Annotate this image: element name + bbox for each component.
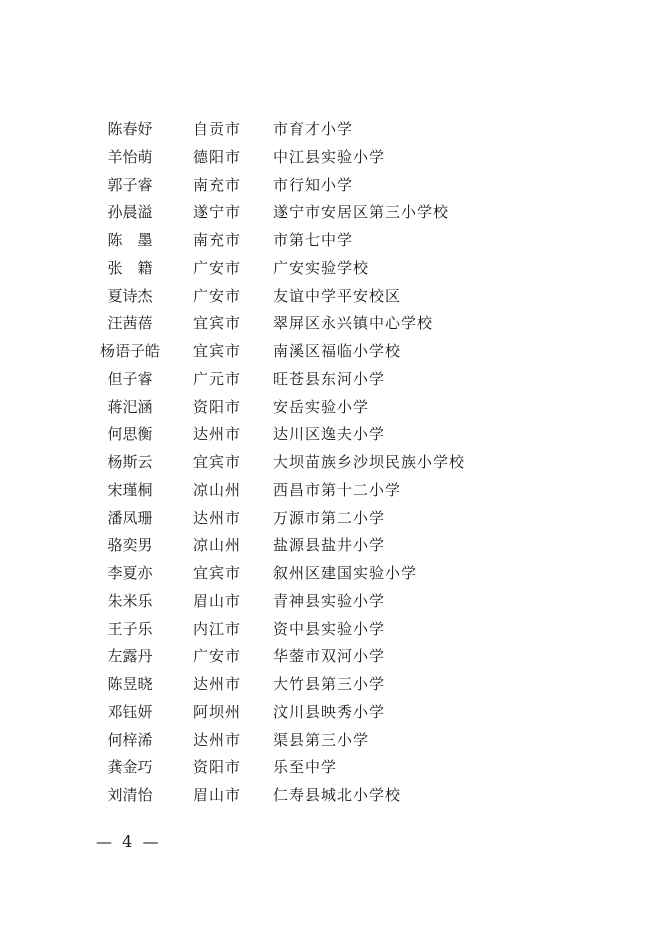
city-name: 宜宾市: [193, 342, 242, 360]
student-name: 夏诗杰: [107, 286, 153, 305]
city-name: 眉山市: [193, 786, 242, 804]
student-name: 朱米乐: [107, 591, 153, 610]
school-name: 南溪区福临小学校: [273, 342, 402, 360]
school-name: 大竹县第三小学: [273, 675, 386, 693]
school-name: 青神县实验小学: [273, 591, 386, 610]
city-name: 广元市: [193, 369, 242, 388]
student-name: 羊怡萌: [107, 147, 153, 166]
list-item: [0, 366, 660, 394]
list-item: [0, 643, 660, 671]
student-name: 张 籍: [107, 258, 153, 277]
school-name: 汶川县映秀小学: [273, 702, 386, 721]
city-name: 广安市: [193, 258, 242, 277]
city-name: 内江市: [193, 619, 242, 638]
list-item: [0, 616, 660, 644]
school-name: 万源市第二小学: [273, 508, 386, 527]
school-name: 叙州区建国实验小学: [273, 564, 418, 582]
list-item: [0, 394, 660, 422]
list-item: [0, 172, 660, 200]
student-name: 龚金巧: [107, 758, 153, 777]
list-item: [0, 588, 660, 616]
list-item: [0, 255, 660, 283]
list-item: [0, 560, 660, 588]
list-item: [0, 116, 660, 144]
school-name: 大坝苗族乡沙坝民族小学校: [273, 453, 466, 471]
school-name: 达川区逸夫小学: [273, 425, 386, 444]
list-item: [0, 338, 660, 366]
school-name: 资中县实验小学: [273, 619, 386, 638]
page-number: — 4 —: [96, 832, 159, 851]
school-name: 乐至中学: [273, 758, 338, 777]
winner-list: [0, 116, 660, 810]
list-item: [0, 199, 660, 227]
student-name: 蒋汜涵: [107, 397, 153, 416]
student-name: 骆奕男: [107, 536, 153, 555]
school-name: 市行知小学: [273, 175, 354, 194]
school-name: 遂宁市安居区第三小学校: [273, 203, 450, 222]
city-name: 凉山州: [193, 480, 242, 499]
city-name: 达州市: [193, 425, 242, 444]
city-name: 达州市: [193, 508, 242, 527]
city-name: 南充市: [193, 231, 242, 249]
student-name: 何梓浠: [107, 730, 153, 749]
school-name: 渠县第三小学: [273, 730, 370, 749]
city-name: 阿坝州: [193, 702, 242, 721]
school-name: 仁寿县城北小学校: [273, 786, 402, 804]
student-name: 郭子睿: [107, 175, 153, 194]
city-name: 资阳市: [193, 758, 242, 777]
student-name: 陈 墨: [107, 231, 153, 249]
list-item: [0, 782, 660, 810]
school-name: 旺苍县东河小学: [273, 369, 386, 388]
school-name: 中江县实验小学: [273, 147, 386, 166]
city-name: 达州市: [193, 730, 242, 749]
city-name: 宜宾市: [193, 564, 242, 582]
city-name: 德阳市: [193, 147, 242, 166]
school-name: 市第七中学: [273, 231, 354, 249]
list-item: [0, 505, 660, 533]
list-item: [0, 421, 660, 449]
student-name: 王子乐: [107, 619, 153, 638]
student-name: 陈昱晓: [107, 675, 153, 693]
city-name: 眉山市: [193, 591, 242, 610]
school-name: 翠屏区永兴镇中心学校: [273, 314, 434, 333]
student-name: 杨斯云: [107, 453, 153, 471]
student-name: 左露丹: [107, 647, 153, 666]
list-item: [0, 144, 660, 172]
school-name: 华蓥市双河小学: [273, 647, 386, 666]
school-name: 安岳实验小学: [273, 397, 370, 416]
list-item: [0, 754, 660, 782]
city-name: 宜宾市: [193, 453, 242, 471]
student-name: 宋瑾桐: [107, 480, 153, 499]
student-name: 汪茜蓓: [107, 314, 153, 333]
list-item: [0, 532, 660, 560]
city-name: 南充市: [193, 175, 242, 194]
list-item: [0, 671, 660, 699]
city-name: 遂宁市: [193, 203, 242, 222]
city-name: 宜宾市: [193, 314, 242, 333]
student-name: 孙晨溢: [107, 203, 153, 222]
school-name: 西昌市第十二小学: [273, 480, 402, 499]
city-name: 自贡市: [193, 120, 242, 138]
student-name: 潘凤珊: [107, 508, 153, 527]
list-item: [0, 283, 660, 311]
student-name: 陈春妤: [107, 120, 153, 138]
list-item: [0, 699, 660, 727]
list-item: [0, 477, 660, 505]
student-name: 李夏亦: [107, 564, 153, 582]
student-name: 刘清怡: [107, 786, 153, 804]
city-name: 广安市: [193, 647, 242, 666]
school-name: 盐源县盐井小学: [273, 536, 386, 555]
student-name: 邓钰妍: [107, 702, 153, 721]
list-item: [0, 227, 660, 255]
school-name: 友谊中学平安校区: [273, 286, 402, 305]
city-name: 凉山州: [193, 536, 242, 555]
school-name: 广安实验学校: [273, 258, 370, 277]
student-name: 杨语子皓: [99, 342, 160, 360]
city-name: 资阳市: [193, 397, 242, 416]
list-item: [0, 449, 660, 477]
student-name: 但子睿: [107, 369, 153, 388]
city-name: 达州市: [193, 675, 242, 693]
student-name: 何思衡: [107, 425, 153, 444]
list-item: [0, 727, 660, 755]
city-name: 广安市: [193, 286, 242, 305]
school-name: 市育才小学: [273, 120, 354, 138]
list-item: [0, 310, 660, 338]
